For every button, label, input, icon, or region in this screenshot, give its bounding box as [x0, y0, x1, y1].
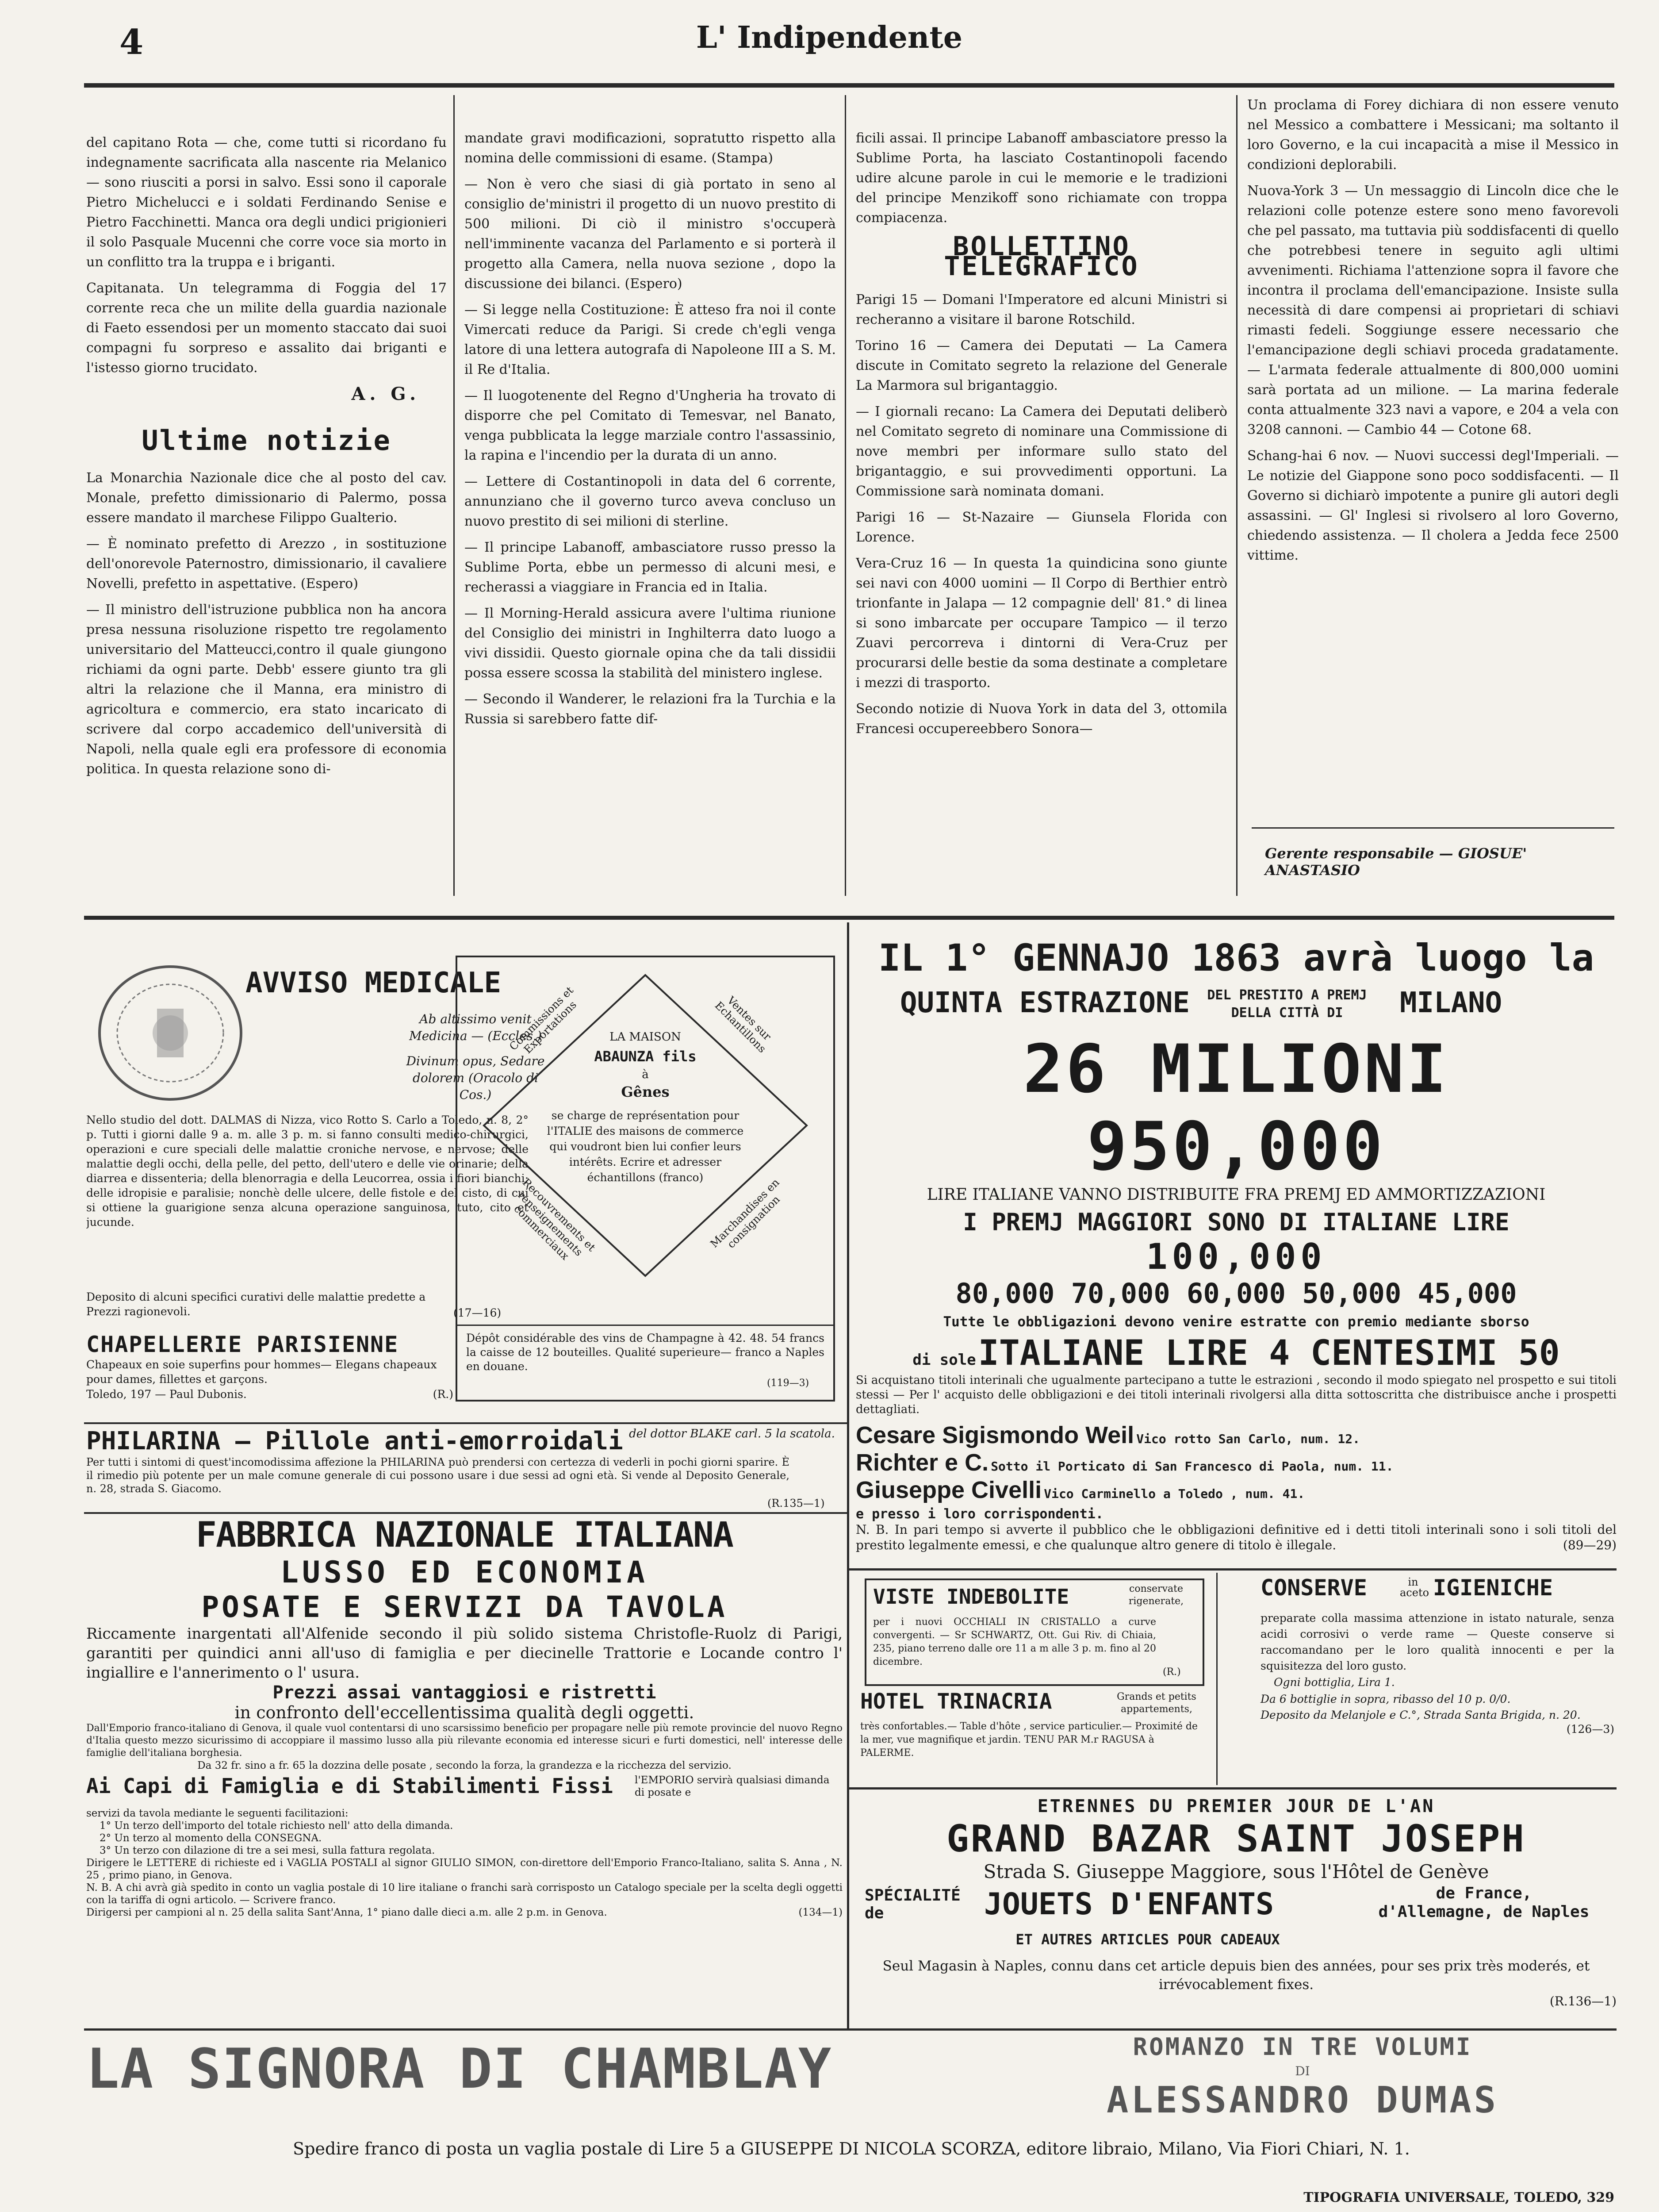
- bazar-top: ETRENNES DU PREMIER JOUR DE L'AN: [1037, 1796, 1435, 1816]
- ad-reference: (17—16): [453, 1306, 502, 1319]
- corner-text: Marchandises en consignation: [708, 1176, 782, 1251]
- ad-reference: (119—3): [767, 1378, 809, 1389]
- article-paragraph: — Il luogotenente del Regno d'Ungheria ha trovato di disporre che pel Comitato di Temesvar, nel Banato, venga pubblicata la legge marziale contro l'assassinio, la rapina e l'incendio per la durata di un anno.: [464, 388, 836, 463]
- ad-body: Dirigere le LETTERE di richieste ed i VAGLIA POSTALI al signor GIULIO SIMON, con-direttore dell'Emporio Franco-Italiano, salita S. Anna , N. 25 , primo piano, in Genova.: [86, 1857, 843, 1881]
- lotteria-prizes: 80,000 70,000 60,000 50,000 45,000: [955, 1277, 1517, 1310]
- article-paragraph: Nuova-York 3 — Un messaggio di Lincoln dice che le relazioni colle potenze estere sono meno favorevoli che pel passato, ma tuttavia più soddisfacenti di quello che potrebbesi tenere in seguito agli ultimi avvenimenti. Richiama l'attenzione sopra il favore che incontra il proclama dell'emancipazione. Insiste sulla necessità di dare compensi ai proprietari di schiavi rimasti fedeli. Soggiunge essere necessario che l'emancipazione degli schiavi proceda gradatamente. — L'armata federale attualmente di 800,000 uomini sarà portata ad un milione. — La marina federale conta attualmente 323 navi a vapore, e 204 a vela con 3208 cannoni. — Cambio 44 — Cotone 68.: [1247, 183, 1619, 438]
- ad-side: in aceto: [1400, 1576, 1429, 1599]
- lotteria-firm: [856, 1449, 1617, 1476]
- ad-philarina: [86, 1427, 843, 1511]
- ad-title: CONSERVE: [1261, 1575, 1367, 1601]
- ad-prezzi-sub: in confronto dell'eccellentissima qualità degli oggetti.: [234, 1703, 694, 1722]
- column-2: [464, 128, 836, 894]
- ad-list-item: 2° Un terzo al momento della CONSEGNA.: [100, 1832, 322, 1844]
- ads-vertical-divider: [847, 922, 849, 2028]
- ad-viste-indebolite: [865, 1578, 1204, 1686]
- lotteria-line2: [856, 982, 1617, 1031]
- ad-body: Da 32 fr. sino a fr. 65 la dozzina delle posate , secondo la forza, la grandezza e la ricchezza del servizio.: [197, 1760, 732, 1771]
- article-signature: A. G.: [351, 384, 420, 404]
- article-paragraph: Secondo notizie di Nuova York in data del 3, ottomila Francesi occupereebbero Sonora—: [856, 701, 1227, 737]
- ad-subtitle: LUSSO ED ECONOMIA: [280, 1555, 648, 1590]
- column-1: [86, 133, 447, 894]
- firm-address: Vico rotto San Carlo, num. 12.: [1136, 1432, 1360, 1446]
- article-paragraph: — Il Morning-Herald assicura avere l'ultima riunione del Consiglio dei ministri in Inghilterra dato luogo a vivi dissidii. Questo giornale opina che da tali dissidii possa essere scossa la stabilità del ministero inglese.: [464, 606, 836, 681]
- conserve-title-row: [1225, 1575, 1614, 1610]
- ad-depot: Deposito da Melanjole e C.°, Strada Santa Brigida, n. 20.: [1261, 1709, 1581, 1721]
- ad-subtitle: POSATE E SERVIZI DA TAVOLA: [201, 1590, 728, 1624]
- maison-city: Gênes: [621, 1083, 670, 1100]
- dumas-title: LA SIGNORA DI CHAMBLAY: [86, 2037, 832, 2101]
- ad-chapellerie: [86, 1332, 453, 1425]
- ad-title: PHILARINA — Pillole anti-emorroidali: [86, 1427, 623, 1455]
- divider: [1216, 1573, 1218, 1785]
- column-divider: [453, 95, 455, 896]
- lotteria-big-prize: 100,000: [1146, 1236, 1326, 1277]
- section-title-ultime-notizie: Ultime notizie: [142, 424, 391, 457]
- article-paragraph: Parigi 15 — Domani l'Imperatore ed alcuni Ministri si recheranno a visitare il barone Rotschild.: [856, 292, 1227, 327]
- corner-text: Recouvrements et renseignements commerciaux: [511, 1176, 598, 1263]
- divider: [457, 1325, 833, 1326]
- lotteria-body: Si acquistano titoli interinali che ugualmente partecipano a tutte le estrazioni , secondo il modo spiegato nel prospetto e sui titoli stessi — Per l' acquisto delle obbligazioni e dei titoli interinali rivolgersi alla ditta sottoscritta che distribuisce anche i prospetti dettagliati.: [856, 1374, 1617, 1416]
- ad-fabbrica-nazionale: [86, 1515, 843, 2028]
- firm-name: Giuseppe Civelli: [856, 1477, 1042, 1503]
- lotteria-line: e presso i loro corrispondenti.: [856, 1506, 1103, 1522]
- lotteria-line: LIRE ITALIANE VANNO DISTRIBUITE FRA PREMJ ED AMMORTIZZAZIONI: [927, 1186, 1546, 1204]
- dumas-side: ROMANZO IN TRE VOLUMI: [1133, 2033, 1472, 2061]
- ad-body: Chapeaux en soie superfins pour hommes— Elegans chapeaux pour dames, fillettes et garçons.: [86, 1358, 437, 1386]
- ad-body-text: Dirigersi per campioni al n. 25 della salita Sant'Anna, 1° piano dalle dieci a.m. alle 2 p.m. in Genova.: [86, 1907, 607, 1918]
- divider: [84, 1422, 847, 1424]
- capi-row: [86, 1772, 843, 1807]
- bazar-jouets: JOUETS D'ENFANTS: [984, 1887, 1274, 1922]
- maison-depot: Dépôt considérable des vins de Champagne à 42. 48. 54 francs la caisse de 12 bouteilles. Qualité superieure— franco a Naples en douane.: [466, 1332, 824, 1373]
- divider: [849, 1787, 1617, 1790]
- ad-side: conservate rigenerate,: [1128, 1583, 1184, 1607]
- ad-address-text: Toledo, 197 — Paul Dubonis.: [86, 1388, 247, 1401]
- ad-reference: (134—1): [798, 1907, 843, 1918]
- ad-body: Deposito di alcuni specifici curativi delle malattie predette a Prezzi ragionevoli.: [86, 1290, 426, 1318]
- ad-body: preparate colla massima attenzione in istato naturale, senza acidi corrosivi o verde rame — Queste conserve si raccomandano per le loro qualità innocenti e per la squisitezza del loro gusto.: [1261, 1612, 1614, 1672]
- lotteria-firm: [856, 1421, 1617, 1449]
- bazar-more: ET AUTRES ARTICLES POUR CADEAUX: [1015, 1931, 1280, 1948]
- article-paragraph: Un proclama di Forey dichiara di non essere venuto nel Messico a combattere i Messicani; ma soltanto il loro Governo, e la cui incapacità a mise il Messico in condizioni deplorabili.: [1247, 97, 1619, 173]
- bazar-row: [856, 1882, 1617, 1931]
- corner-text: Ventes sur Echantillons: [712, 994, 774, 1056]
- ad-body: Nello studio del dott. DALMAS di Nizza, vico Rotto S. Carlo a Toledo, n. 8, 2° p. Tutti i giorni dalle 9 a. m. alle 3 p. m. si fanno consulti medico-chirurgici, operazioni e cure speciali delle malattie croniche nervose, e nervose; delle malattie degli occhi, della pelle, del petto, dell'utero e delle vie orinarie; della diarrea e dissenteria; della blenorragia e della Leucorrea, ossia i fiori bianchi; delle idropisie e paralisie; nonchè delle ulcere, delle fistole e del cisto, di cui si ottiene la guarigione senza alcuna operazione sanguinosa, tuto, cito et jucunde.: [86, 1114, 529, 1229]
- bazar-spec: SPÉCIALITÉ de: [865, 1886, 961, 1922]
- article-paragraph: del capitano Rota — che, come tutti si ricordano fu indegnamente sacrificata alla nascente ria Melanico — sono riusciti a porsi in salvo. Essi sono il caporale Pietro Michelucci e i soldati Ferdinando Senise e Pietro Facchinetti. Manca ora degli undici prigionieri il solo Pasquale Mucenni che corre voce sia morto in un conflitto tra la truppa e i briganti.: [86, 135, 447, 270]
- dumas-side: DI: [1295, 2064, 1310, 2078]
- ad-reference: (R.): [433, 1388, 453, 1401]
- ad-body: N. B. A chi avrà già spedito in conto un vaglia postale di 10 lire italiane o franchi sarà corrisposto un Catalogo speciale per la scelta degli oggetti con la tariffa di ogni articolo. — Scrivere franco.: [86, 1882, 843, 1906]
- lotteria-amount: 26 MILIONI 950,000: [1023, 1031, 1449, 1185]
- gerente-responsabile: Gerente responsabile — GIOSUE' ANASTASIO: [1265, 845, 1527, 879]
- bazar-origin: de France, d'Allemagne, de Naples: [1378, 1884, 1590, 1921]
- dumas-author: ALESSANDRO DUMAS: [1107, 2079, 1498, 2121]
- ad-title: IGIENICHE: [1433, 1575, 1553, 1601]
- maison-line: LA MAISON: [609, 1030, 681, 1044]
- firm-address: Sotto il Porticato di San Francesco di Paola, num. 11.: [991, 1459, 1394, 1474]
- bazar-title: GRAND BAZAR SAINT JOSEPH: [946, 1817, 1526, 1860]
- ad-title: HOTEL TRINACRIA: [860, 1689, 1052, 1714]
- ad-conserve: [1225, 1575, 1614, 1785]
- ad-capi-title: Ai Capi di Famiglia e di Stabilimenti Fissi: [86, 1774, 613, 1798]
- article-paragraph: ficili assai. Il principe Labanoff ambasciatore presso la Sublime Porta, ha lasciato Costantinopoli facendo udire alcune parole in cui le memorie e le tradizioni del principe Menzikoff sono richiamate con troppa compiacenza.: [856, 131, 1227, 226]
- lotteria-line: IL 1° GENNAJO 1863 avrà luogo la: [878, 936, 1594, 979]
- ad-maison-abaunza: [456, 956, 835, 1402]
- ad-price: Ogni bottiglia, Lira 1.: [1274, 1676, 1395, 1689]
- ad-body: très confortables.— Table d'hôte , service particulier.— Proximité de la mer, vue magnifique et jardin. TENU PAR M.r RAGUSA à PALERME.: [860, 1721, 1198, 1759]
- divider: [84, 2028, 1617, 2031]
- article-paragraph: — Si legge nella Costituzione: È atteso fra noi il conte Vimercati reduce da Parigi. Si crede ch'egli venga latore di una lettera autografa di Napoleone III a S. M. il Re d'Italia.: [464, 302, 836, 377]
- lotteria-line6: [856, 1333, 1617, 1373]
- column-3: [856, 128, 1227, 894]
- article-paragraph: — Lettere di Costantinopoli in data del 6 corrente, annunziano che il governo turco aveva concluso un nuovo prestito di sei milioni di sterline.: [464, 474, 836, 529]
- lotteria-quinta: QUINTA ESTRAZIONE: [900, 987, 1190, 1019]
- ad-reference: (R.136—1): [1549, 1994, 1617, 2008]
- article-paragraph: Schang-hai 6 nov. — Nuovi successi degl'Imperiali. — Le notizie del Giappone sono poco soddisfacenti. — Il Governo si dichiarò impotente a punire gli autori degli assassini. — Gl' Inglesi si rivolsero al loro Governo, chiedendo assistenza. — Il cholera a Jedda fece 2500 vittime.: [1247, 448, 1619, 563]
- article-paragraph: — È nominato prefetto di Arezzo , in sostituzione dell'onorevole Paternostro, dimissionario, il cavaliere Novelli, prefetto in aspettative. (Espero): [86, 536, 447, 591]
- column-4: [1247, 95, 1619, 821]
- article-paragraph: Torino 16 — Camera dei Deputati — La Camera discute in Comitato segreto la relazione del Generale La Marmora sul brigantaggio.: [856, 338, 1227, 393]
- lotteria-price: ITALIANE LIRE 4 CENTESIMI 50: [978, 1333, 1560, 1373]
- medical-seal-icon: [91, 960, 250, 1106]
- ad-reference: (89—29): [1563, 1538, 1617, 1552]
- ad-price: Da 6 bottiglie in sopra, ribasso del 10 p. 0/0.: [1261, 1693, 1511, 1705]
- article-paragraph: Vera-Cruz 16 — In questa 1a quindicina sono giunte sei navi con 4000 uomini — Il Corpo di Berthier entrò trionfante in Jalapa — 12 compagnie dell' 81.° di linea si sono imbarcate per occupare Tampico — il terzo Zuavi percorreva i dintorni di Vera-Cruz per procurarsi delle bestie da soma destinate a completare i mezzi di trasporto.: [856, 556, 1227, 691]
- article-paragraph: — Non è vero che siasi di già portato in seno al consiglio de'ministri il progetto di un nuovo prestito di 500 milioni. Di ciò il ministro s'occuperà nell'imminente vacanza del Parlamento e si porterà il progetto alla Camera, nella nuova sezione , dopo la discussione dei bilanci. (Espero): [464, 177, 836, 292]
- firm-name: Cesare Sigismondo Weil: [856, 1422, 1134, 1448]
- ad-hotel-trinacria: [860, 1689, 1210, 1784]
- lotteria-nb-text: N. B. In pari tempo si avverte il pubblico che le obbligazioni definitive ed i detti titoli interinali sono i soli titoli del prestito legalmente emessi, e che qualunque altro genere di titolo è illegale.: [856, 1522, 1617, 1552]
- ad-list-item: 3° Un terzo con dilazione di tre a sei mesi, sulla fattura regolata.: [100, 1845, 435, 1856]
- bazar-body: Seul Magasin à Naples, connu dans cet article depuis bien des années, pour ses prix très moderés, et irrévocablement fixes.: [882, 1958, 1590, 1993]
- article-paragraph: La Monarchia Nazionale dice che al posto del cav. Monale, prefetto dimissionario di Palermo, possa essere mandato il marchese Filippo Gualterio.: [86, 470, 447, 526]
- column-divider: [1236, 95, 1238, 896]
- ad-capi-side: l'EMPORIO servirà qualsiasi dimanda di posate e: [635, 1774, 830, 1798]
- section-title-bollettino: BOLLETTINO TELEGRAFICO: [944, 231, 1139, 282]
- article-paragraph: Capitanata. Un telegramma di Foggia del 17 corrente reca che un milite della guardia nazionale di Faeto essendosi per un momento staccato dai suoi compagni fu sorpreso e assalito dai briganti e l'istesso giorno trucidato.: [86, 280, 447, 376]
- bazar-address: Strada S. Giuseppe Maggiore, sous l'Hôtel de Genève: [983, 1861, 1489, 1882]
- ad-reference: (126—3): [1566, 1723, 1614, 1736]
- lotteria-line: Tutte le obbligazioni devono venire estratte con premio mediante sborso: [943, 1314, 1529, 1330]
- firm-name: Richter e C.: [856, 1449, 989, 1476]
- lotteria-firm: [856, 1476, 1617, 1504]
- lotteria-di-sole: di sole: [912, 1351, 976, 1369]
- gerente-rule: [1252, 827, 1614, 829]
- ad-side: del dottor BLAKE carl. 5 la scatola.: [629, 1427, 835, 1440]
- ad-reference: (R.): [1163, 1667, 1181, 1678]
- ad-body: Riccamente inargentati all'Alfenide secondo il più solido sistema Christofle-Ruolz di Parigi, garantiti per quindici anni all'uso di famiglia e per diecinelle Trattorie e Locande contro l' ingiallire e l'annerimento o l' usura.: [86, 1625, 843, 1682]
- article-paragraph: — Il principe Labanoff, ambasciatore russo presso la Sublime Porta, ebbe un permesso di alcuni mesi, e recherassi a viaggiare in Francia ed in Italia.: [464, 540, 836, 595]
- ad-body: Dall'Emporio franco-italiano di Genova, il quale vuol contentarsi di uno scarsissimo beneficio per propagare nelle più remote provincie del nuovo Regno d'Italia questo mezzo sicurissimo di accoppiare il massimo lusso alla più rilevante economia ed interesse sicuri e furti domestici, nell' interesse delle famiglie dell'italiana borghesia.: [86, 1723, 843, 1759]
- ad-grand-bazar: [856, 1796, 1617, 2026]
- lotteria-milano: MILANO: [1400, 987, 1502, 1019]
- printer-footer: TIPOGRAFIA UNIVERSALE, TOLEDO, 329: [1303, 2190, 1614, 2205]
- ad-body: [86, 1906, 843, 1919]
- column-divider: [845, 95, 846, 896]
- maison-line: à: [642, 1068, 649, 1081]
- page-number: 4: [119, 22, 144, 62]
- lotteria-prestito: DEL PRESTITO A PREMJ DELLA CITTÀ DI: [1207, 987, 1367, 1021]
- ad-title: AVVISO MEDICALE: [245, 967, 501, 999]
- ad-body: Per tutti i sintomi di quest'incomodissima affezione la PHILARINA può prendersi con certezza di vederli in pochi giorni sparire. È il rimedio più potente per un male comune generale di cui possono usare i due sessi ad ogni età. Si vende al Deposito Generale, n. 28, strada S. Giacomo.: [86, 1456, 789, 1495]
- lotteria-line: I PREMJ MAGGIORI SONO DI ITALIANE LIRE: [963, 1208, 1510, 1236]
- divider: [84, 1512, 847, 1514]
- ad-dumas: [86, 2033, 1617, 2183]
- divider: [849, 1568, 1617, 1571]
- ad-title: VISTE INDEBOLITE: [873, 1585, 1069, 1609]
- ad-side: Grands et petits appartements,: [1117, 1691, 1196, 1715]
- dumas-body: Spedire franco di posta un vaglia postale di Lire 5 a GIUSEPPE DI NICOLA SCORZA, editore libraio, Milano, Via Fiori Chiari, N. 1.: [293, 2139, 1410, 2158]
- article-paragraph: — Secondo il Wanderer, le relazioni fra la Turchia e la Russia si sarebbero fatte dif-: [464, 691, 836, 727]
- ad-quote: Ab altissimo venit Medicina — (Eccles.): [409, 1012, 542, 1043]
- masthead-title: L' Indipendente: [696, 20, 963, 55]
- ad-title: FABBRICA NAZIONALE ITALIANA: [196, 1515, 733, 1555]
- header-rule: [84, 83, 1614, 88]
- article-paragraph: mandate gravi modificazioni, sopratutto rispetto alla nomina delle commissioni di esame. (Stampa): [464, 131, 836, 166]
- ad-body: per i nuovi OCCHIALI IN CRISTALLO a curve convergenti. — Sr SCHWARTZ, Ott. Gui Riv. di Chiaia, 235, piano terreno dalle ore 11 a m alle 3 p. m. fino al 20 dicembre.: [873, 1617, 1156, 1667]
- ad-title: CHAPELLERIE PARISIENNE: [86, 1332, 399, 1357]
- ads-top-rule: [84, 916, 1614, 920]
- ad-quote: Divinum opus, Sedare dolorem (Oracolo di Cos.): [406, 1054, 545, 1102]
- ad-reference: (R.135—1): [767, 1497, 825, 1509]
- ad-list-item: 1° Un terzo dell'importo del totale richiesto nell' atto della dimanda.: [100, 1820, 453, 1832]
- firm-address: Vico Carminello a Toledo , num. 41.: [1044, 1486, 1305, 1501]
- maison-name: ABAUNZA fils: [594, 1048, 697, 1065]
- ad-body: servizi da tavola mediante le seguenti facilitazioni:: [86, 1808, 349, 1819]
- ad-prezzi: Prezzi assai vantaggiosi e ristretti: [272, 1682, 656, 1703]
- lotteria-nb: [856, 1522, 1617, 1553]
- article-paragraph: — I giornali recano: La Camera dei Deputati deliberò nel Comitato segreto di nominare una Commissione di nove membri per informare sullo stato del brigantaggio, e sui provvedimenti opportuni. La Commissione sarà nominata domani.: [856, 404, 1227, 499]
- corner-text: Commissions et Exportations: [507, 984, 579, 1056]
- article-paragraph: — Il ministro dell'istruzione pubblica non ha ancora presa nessuna risoluzione rispetto tre regolamento universitario del Matteucci,contro il quale giungono richiami da ogni parte. Debb' essere giunto tra gli altri la relazione che il Manna, era ministro di agricoltura e commercio, era stato incaricato di scrivere dal corpo accademico dell'università di Napoli, nella quale egli era professore di economia politica. In questa relazione sono di-: [86, 602, 447, 777]
- maison-body: se charge de représentation pour l'ITALIE des maisons de commerce qui voudront bien lui confier leurs intérêts. Ecrire et adresser échantillons (franco): [547, 1109, 744, 1184]
- ad-address: [86, 1386, 453, 1402]
- article-paragraph: Parigi 16 — St-Nazaire — Giunsela Florida con Lorence.: [856, 510, 1227, 545]
- ad-prestito-milano: [856, 933, 1617, 1566]
